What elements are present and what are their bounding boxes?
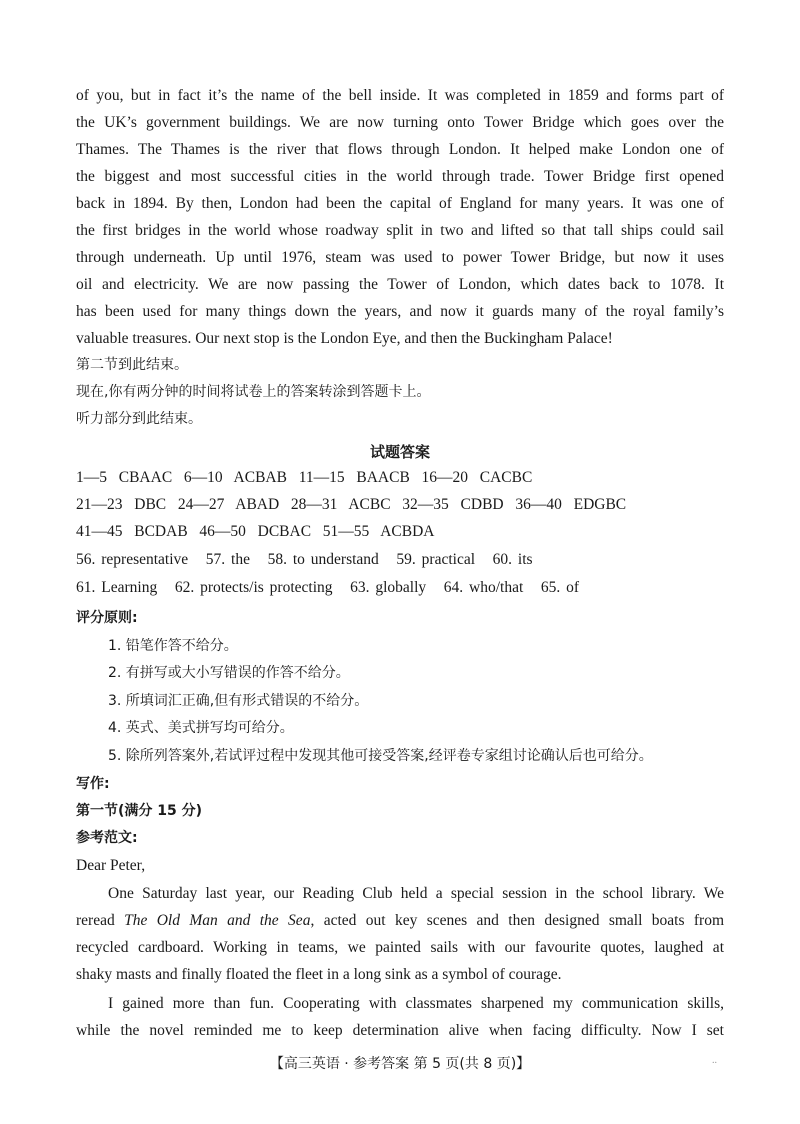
section-end-note: 第二节到此结束。 xyxy=(76,357,188,373)
answer-row: 61. Learning 62. protects/is protecting 63. globally 64. who/that 65. of xyxy=(76,579,580,596)
essay-line: One Saturday last year, our Reading Club held a special session in the school library. We xyxy=(108,885,724,902)
scoring-rule: 3. 所填词汇正确,但有形式错误的不给分。 xyxy=(108,693,369,709)
transcript-line: has been used for many things down the years, and now it guards many of the royal family’s xyxy=(76,303,724,320)
essay-line: recycled cardboard. Working in teams, we painted sails with our favourite quotes, laughed at xyxy=(76,939,724,956)
writing-heading: 写作: xyxy=(76,776,110,792)
essay-line: I gained more than fun. Cooperating with classmates sharpened my communication skills, xyxy=(108,995,724,1012)
transcript-line: oil and electricity. We are now passing the Tower of London, which dates back to 1078. It xyxy=(76,276,724,293)
answer-row: 41—45 BCDAB 46—50 DCBAC 51—55 ACBDA xyxy=(76,523,435,540)
transcript-line: the UK’s government buildings. We are now turning onto Tower Bridge which goes over the xyxy=(76,114,724,131)
essay-line: while the novel reminded me to keep determination alive when facing difficulty. Now I set xyxy=(76,1022,724,1039)
answer-row: 56. representative 57. the 58. to understand 59. practical 60. its xyxy=(76,551,533,568)
salutation: Dear Peter, xyxy=(76,857,146,874)
page-footer: 【高三英语 · 参考答案 第 5 页(共 8 页)】 xyxy=(269,1056,531,1072)
scoring-rule: 5. 除所列答案外,若试评过程中发现其他可接受答案,经评卷专家组讨论确认后也可给分。 xyxy=(108,748,653,764)
scoring-rule: 1. 铅笔作答不给分。 xyxy=(108,638,238,654)
footer-mark: .. xyxy=(712,1055,717,1066)
book-title: The Old Man and the Sea xyxy=(124,912,311,929)
transcript-line: through underneath. Up until 1976, steam was used to power Tower Bridge, but now it uses xyxy=(76,249,724,266)
scoring-rule: 2. 有拼写或大小写错误的作答不给分。 xyxy=(108,665,350,681)
sample-label: 参考范文: xyxy=(76,830,138,846)
essay-line xyxy=(76,907,724,934)
transcript-line: back in 1894. By then, London had been the capital of England for many years. It was one of xyxy=(76,195,724,212)
transfer-note: 现在,你有两分钟的时间将试卷上的答案转涂到答题卡上。 xyxy=(76,384,431,400)
transcript-line: the first bridges in the world whose roadway split in two and lifted so that tall ships could sail xyxy=(76,222,724,239)
transcript-line: valuable treasures. Our next stop is the London Eye, and then the Buckingham Palace! xyxy=(76,330,613,347)
answer-row: 1—5 CBAAC 6—10 ACBAB 11—15 BAACB 16—20 CACBC xyxy=(76,469,533,486)
essay-text: , acted out key scenes and then designed small boats from xyxy=(310,912,724,929)
transcript-line: Thames. The Thames is the river that flows through London. It helped make London one of xyxy=(76,141,724,158)
transcript-line: of you, but in fact it’s the name of the bell inside. It was completed in 1859 and forms part of xyxy=(76,87,724,104)
listening-end-note: 听力部分到此结束。 xyxy=(76,411,202,427)
scoring-rule: 4. 英式、美式拼写均可给分。 xyxy=(108,720,294,736)
answer-row: 21—23 DBC 24—27 ABAD 28—31 ACBC 32—35 CDBD 36—40 EDGBC xyxy=(76,496,627,513)
essay-line: shaky masts and finally floated the fleet in a long sink as a symbol of courage. xyxy=(76,966,562,983)
scoring-heading: 评分原则: xyxy=(76,610,138,626)
writing-section: 第一节(满分 15 分) xyxy=(76,803,203,819)
transcript-line: the biggest and most successful cities in the world through trade. Tower Bridge first opened xyxy=(76,168,724,185)
answers-heading: 试题答案 xyxy=(369,443,430,461)
essay-text: reread xyxy=(76,912,125,929)
